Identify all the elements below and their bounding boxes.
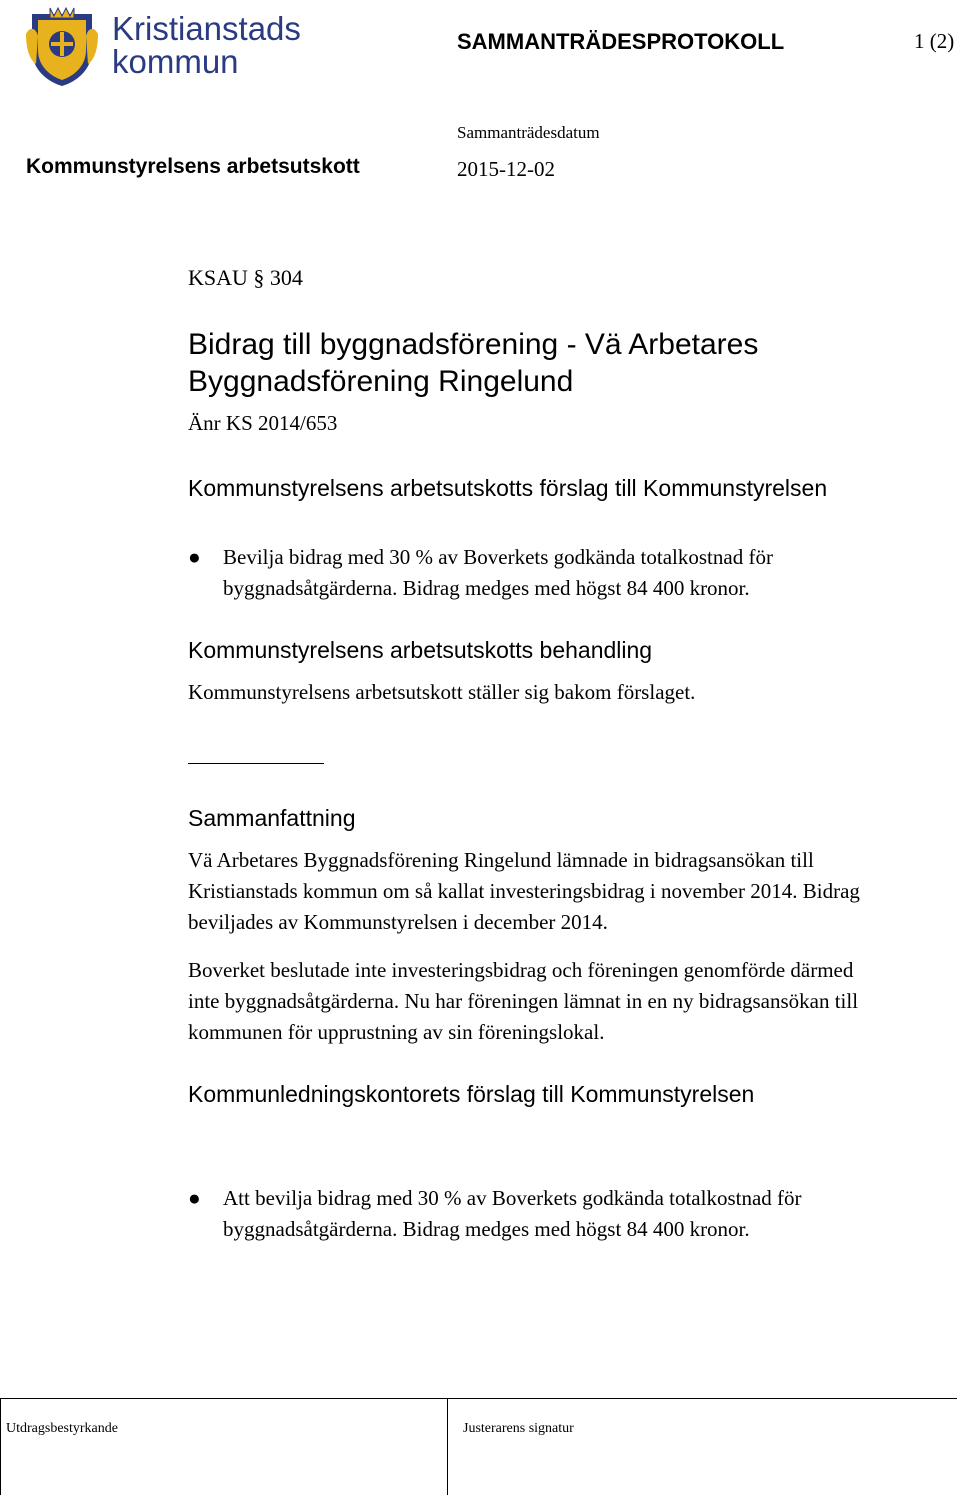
footer-middle-border (447, 1398, 448, 1495)
document-type: SAMMANTRÄDESPROTOKOLL (457, 29, 785, 54)
proposal-bullet-text: Bevilja bidrag med 30 % av Boverkets godkända totalkostnad för byggnadsåtgärderna. Bidrag medges med högst 84 400 kronor. (223, 545, 773, 600)
committee-name: Kommunstyrelsens arbetsutskott (26, 155, 360, 178)
office-proposal-heading: Kommunledningskontorets förslag till Kommunstyrelsen (188, 1081, 755, 1107)
footer-left-border (0, 1398, 1, 1495)
office-proposal-bullet-text: Att bevilja bidrag med 30 % av Boverkets godkända totalkostnad för byggnadsåtgärderna. Bidrag medges med högst 84 400 kronor. (223, 1186, 802, 1241)
office-proposal-bullet (188, 1183, 923, 1245)
summary-paragraph-2: Boverket beslutade inte investeringsbidrag och föreningen genomförde därmed inte byggnadsåtgärderna. Nu har föreningen lämnat in en ny bidragsansökan till kommunen för upprustning av sin föreningslokal. (188, 958, 859, 1044)
logo-wordmark (112, 12, 301, 78)
bullet-icon: ● (188, 1186, 201, 1210)
signature-footer (0, 1398, 960, 1497)
bullet-icon: ● (188, 545, 201, 569)
proposal-heading: Kommunstyrelsens arbetsutskotts förslag till Kommunstyrelsen (188, 475, 828, 501)
summary-paragraph-1: Vä Arbetares Byggnadsförening Ringelund lämnade in bidragsansökan till Kristianstads kommun om så kallat investeringsbidrag i november 2014. Bidrag beviljades av Kommunstyrelsen i december 2014. (188, 848, 860, 934)
page-title: Bidrag till byggnadsförening - Vä Arbetares Byggnadsförening Ringelund (188, 328, 759, 398)
logo-line-2: kommun (112, 43, 239, 80)
footer-rule (0, 1398, 957, 1399)
case-reference: KSAU § 304 (188, 265, 303, 290)
coat-of-arms-icon (24, 4, 100, 88)
summary-heading: Sammanfattning (188, 805, 356, 831)
meeting-date: 2015-12-02 (457, 157, 555, 181)
diary-number: Änr KS 2014/653 (188, 411, 338, 435)
handling-heading: Kommunstyrelsens arbetsutskotts behandling (188, 637, 653, 663)
handling-text: Kommunstyrelsens arbetsutskott ställer sig bakom förslaget. (188, 680, 696, 704)
section-divider (188, 763, 324, 764)
kristianstad-logo (24, 4, 304, 88)
logo-line-1: Kristianstads (112, 10, 301, 47)
certification-label: Utdragsbestyrkande (6, 1421, 118, 1436)
meeting-date-label: Sammanträdesdatum (457, 123, 600, 142)
page-number: 1 (2) (914, 29, 955, 53)
adjuster-signature-label: Justerarens signatur (463, 1421, 574, 1436)
proposal-bullet (188, 542, 903, 604)
